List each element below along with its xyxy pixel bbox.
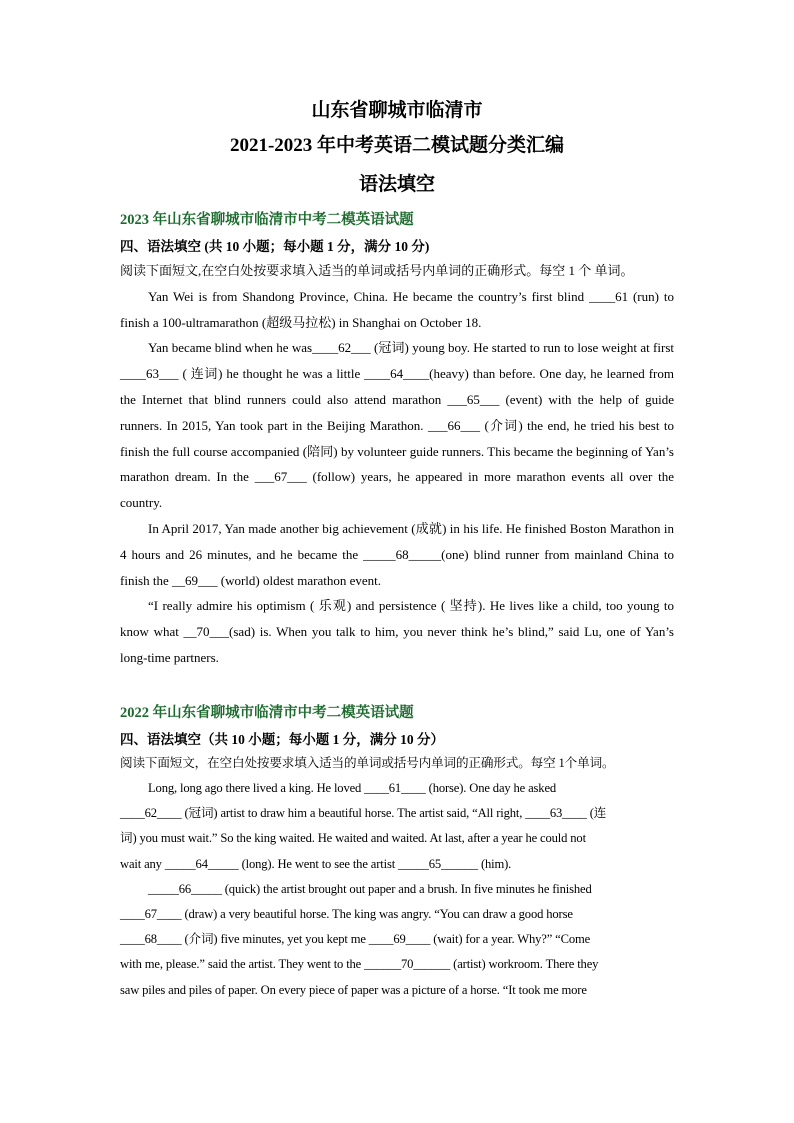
section-2022-line: ____62____ (冠词) artist to draw him a beautiful horse. The artist said, “All right, ____63____ (连 bbox=[120, 806, 607, 821]
document-page bbox=[120, 92, 674, 1003]
section-2022-line: ____67____ (draw) a very beautiful horse. The king was angry. “You can draw a good horse bbox=[120, 906, 573, 921]
section-2022-instruction: 阅读下面短文，在空白处按要求填入适当的单词或括号内单词的正确形式。每空 1个单词。 bbox=[120, 755, 615, 770]
doc-title-exam: 2021-2023 年中考英语二模试题分类汇编 bbox=[229, 135, 565, 156]
section-2022-line: saw piles and piles of paper. On every piece of paper was a picture of a horse. “It took me more bbox=[120, 982, 587, 997]
doc-title-topic: 语法填空 bbox=[358, 174, 435, 195]
section-2022-title: 2022 年山东省聊城市临清市中考二模英语试题 bbox=[120, 704, 414, 721]
section-2022-line: Long, long ago there lived a king. He loved ____61____ (horse). One day he asked bbox=[148, 780, 557, 795]
section-2022-line: ____68____ (介词) five minutes, yet you kept me ____69____ (wait) for a year. Why?” “Come bbox=[120, 932, 591, 947]
section-2022-line: with me, please.” said the artist. They went to the ______70______ (artist) workroom. There they bbox=[120, 957, 599, 972]
section-2023-paragraph-2: Yan became blind when he was____62___ (冠词) young boy. He started to run to lose weight at first ____63___ ( 连词) he thought he was a little ____64____(heavy) than before. One day, he learned from the Internet that blind runners could also attend marathon ___65___ (event) with the help of guide runners. In 2015, Yan took part in the Beijing Marathon. ___66___ (介词) the end, he tried his best to finish the full course accompanied (陪同) by volunteer guide runners. This became the beginning of Yan’s marathon dream. In the ___67___ (follow) years, he appeared in more marathon events all over the country. bbox=[120, 340, 674, 511]
section-2023-instruction: 阅读下面短文,在空白处按要求填入适当的单词或括号内单词的正确形式。每空 1 个 单词。 bbox=[120, 263, 634, 278]
section-2023-paragraph-1: Yan Wei is from Shandong Province, China. He became the country’s first blind ____61 (run) to finish a 100-ultramarathon (超级马拉松) in Shanghai on October 18. bbox=[120, 288, 674, 330]
section-2022-line: _____66_____ (quick) the artist brought out paper and a brush. In five minutes he finished bbox=[148, 881, 592, 896]
section-2023-heading: 四、语法填空 (共 10 小题；每小题 1 分，满分 10 分) bbox=[120, 239, 430, 254]
section-2022-line: wait any _____64_____ (long). He went to see the artist _____65______ (him). bbox=[120, 856, 512, 871]
section-2023-paragraph-4: “I really admire his optimism ( 乐观) and persistence ( 坚持). He lives like a child, too young to know what __70___(sad) is. When you talk to him, you never think he’s blind,” said Lu, one of Yan’s long-time partners. bbox=[120, 598, 674, 665]
section-2023-paragraph-3: In April 2017, Yan made another big achievement (成就) in his life. He finished Boston Marathon in 4 hours and 26 minutes, and he became the _____68_____(one) blind runner from mainland China to finish the __69___ (world) oldest marathon event. bbox=[120, 520, 674, 588]
doc-title-region: 山东省聊城市临清市 bbox=[311, 100, 483, 121]
section-2022-line: 词) you must wait.” So the king waited. He waited and waited. At last, after a year he could not bbox=[120, 831, 586, 846]
section-2023-title: 2023 年山东省聊城市临清市中考二模英语试题 bbox=[120, 212, 414, 228]
section-2022-heading: 四、语法填空（共 10 小题；每小题 1 分，满分 10 分） bbox=[120, 731, 444, 747]
